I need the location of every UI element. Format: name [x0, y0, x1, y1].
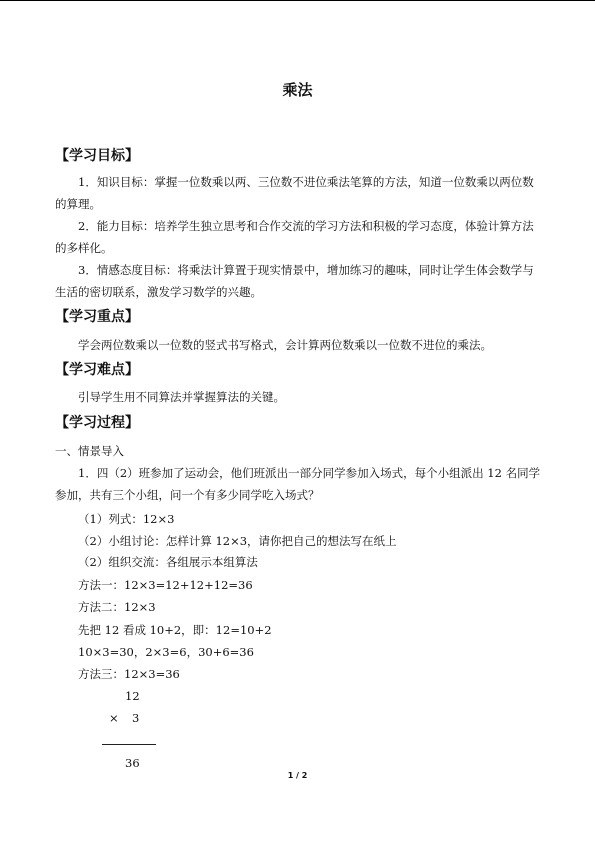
- key-points-heading: 【学习重点】: [55, 309, 139, 325]
- step-1: （1）列式：12×3: [78, 512, 175, 526]
- method-3: 方法三：12×3=36: [78, 667, 180, 681]
- vertical-result: 36: [125, 756, 140, 770]
- method-1: 方法一：12×3=12+12+12=36: [78, 578, 253, 592]
- page-number: 1 / 2: [287, 771, 308, 780]
- method-2-step-1: 先把 12 看成 10+2，即：12=10+2: [78, 623, 272, 637]
- vertical-result-line: [102, 744, 156, 745]
- process-heading: 【学习过程】: [55, 415, 139, 431]
- process-intro: 一、情景导入: [55, 444, 124, 458]
- vertical-multiplier: 3: [132, 711, 140, 725]
- objectives-heading: 【学习目标】: [55, 148, 139, 164]
- objective-item-3: 3．情感态度目标：将乘法计算置于现实情景中，增加练习的趣味，同时让学生体会数学与生活的密切联系，激发学习数学的兴趣。: [55, 263, 534, 299]
- difficulties-text: 引导学生用不同算法并掌握算法的关键。: [78, 390, 285, 404]
- method-2: 方法二：12×3: [78, 600, 156, 614]
- method-2-step-2: 10×3=30，2×3=6，30+6=36: [78, 645, 254, 659]
- objective-item-2: 2．能力目标：培养学生独立思考和合作交流的学习方法和积极的学习态度，体验计算方法的多样化。: [55, 219, 534, 255]
- step-3: （2）组织交流：各组展示本组算法: [78, 555, 258, 569]
- key-points-text: 学会两位数乘以一位数的竖式书写格式，会计算两位数乘以一位数不进位的乘法。: [78, 338, 492, 352]
- process-problem: 1．四（2）班参加了运动会，他们班派出一部分同学参加入场式，每个小组派出 12 名同学参加，共有三个小组，问一个有多少同学吃入场式？: [55, 466, 541, 502]
- step-2: （2）小组讨论：怎样计算 12×3，请你把自己的想法写在纸上: [78, 534, 397, 548]
- vertical-operator: ×: [109, 711, 119, 725]
- difficulties-heading: 【学习难点】: [55, 362, 139, 378]
- page-title: 乘法: [282, 81, 313, 99]
- top-border-line: [0, 0, 595, 1]
- objective-item-1: 1．知识目标：掌握一位数乘以两、三位数不进位乘法笔算的方法，知道一位数乘以两位数的算理。: [55, 175, 534, 211]
- vertical-top-number: 12: [125, 689, 140, 703]
